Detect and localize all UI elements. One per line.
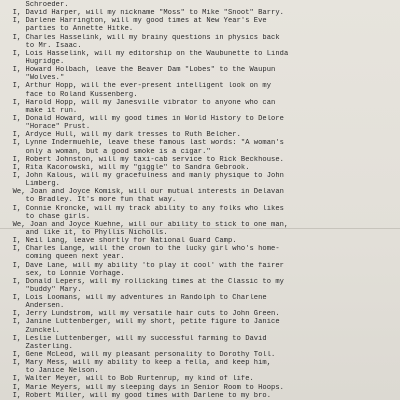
text-line: I, Charles Lange, will the crown to the lucky girl who's home- — [4, 245, 280, 254]
text-line: I, Lois Loomans, will my adventures in Randolph to Charlene — [4, 294, 267, 303]
text-line: Hugridge. — [4, 57, 65, 66]
text-line: I, David Harper, will my nickname "Moss" to Mike "Snoot" Barry. — [4, 9, 284, 18]
text-line: We, Joan and Joyce Kuehne, will our ability to stick to one man, — [4, 220, 289, 229]
text-line: I, Darlene Harrington, will my good times at New Year's Eve — [4, 17, 267, 26]
text-line: I, Harold Hopp, will my Janesville vibrator to anyone who can — [4, 98, 276, 107]
text-line: Andersen. — [4, 302, 65, 311]
text-line: to Bradley. It's more fun that way. — [4, 196, 177, 205]
text-line: to Janice Nelson. — [4, 367, 99, 376]
text-line: I, Mary Mess, will my ability to keep a fella, and keep him, — [4, 359, 272, 368]
text-line: Zasterling. — [4, 342, 73, 351]
text-line: We, Joan and Joyce Komisk, will our mutual interests in Delavan — [4, 188, 284, 197]
text-line: "Wolves." — [4, 74, 65, 83]
document-text — [4, 1, 396, 400]
text-line: coming queen next year. — [4, 253, 125, 262]
text-line: sex, to Lonnie Vorhage. — [4, 269, 125, 278]
text-line: Limberg. — [4, 180, 60, 189]
text-line: I, Rita Kacorowski, will my "giggle" to Sandra Gebrook. — [4, 163, 250, 172]
text-line: Zunckel. — [4, 326, 60, 335]
text-line: to Mr. Isaac. — [4, 41, 82, 50]
text-line: Schroeder. — [4, 1, 69, 9]
text-line: I, Marie Meyers, will my sleeping days in Senior Room to Hoops. — [4, 383, 284, 392]
text-line: I, Arthur Hopp, will the ever-present intelligent look on my — [4, 82, 272, 91]
text-line: I, Donald Howard, will my good times in World History to Delore — [4, 114, 284, 123]
text-line: I, Robert Johnston, will my taxi-cab service to Rick Beckhouse. — [4, 155, 284, 164]
text-line: I, Jerry Lundstrom, will my versatile hair cuts to John Green. — [4, 310, 280, 319]
text-line: I, Lynne Indermuehle, leave these famous last words: "A woman's — [4, 139, 284, 148]
text-line: I, Howard Holbach, leave the Beaver Dam "Lobes" to the Waupun — [4, 66, 276, 75]
text-line: I, Dave Lane, will my ability 'to play it cool' with the fairer — [4, 261, 284, 270]
text-line: I, Gene McLeod, will my pleasant personality to Dorothy Toll. — [4, 351, 276, 360]
text-line: parties to Annette Hitke. — [4, 25, 134, 34]
text-line: I, John Kalous, will my gracefulness and manly physique to John — [4, 171, 284, 180]
text-line: I, Leslie Luttenberger, will my successful farming to David — [4, 334, 267, 343]
text-line: "Horace" Prust. — [4, 123, 91, 132]
text-line: "buddy" Mary. — [4, 285, 82, 294]
text-line: make it run. — [4, 106, 78, 115]
text-line: I, Janine Luttenberger, will my short, petite figure to Janice — [4, 318, 280, 327]
text-line: I, Charles Hasselink, will my brainy questions in physics back — [4, 33, 280, 42]
text-line: I, Ardyce Hull, will my dark tresses to Ruth Belcher. — [4, 131, 241, 140]
text-line: only a woman, but a good smoke is a cigar." — [4, 147, 211, 156]
text-line: I, Robert Miller, will my good times with Darlene to my bro. — [4, 391, 272, 400]
text-line: I, Donald Lepers, will my rollicking times at the Classic to my — [4, 277, 284, 286]
text-line: to chase girls. — [4, 212, 91, 221]
text-line: and like it, to Phyllis Nicholls. — [4, 228, 168, 237]
text-line: I, Walter Meyer, will to Bob Rurtenrup, my kind of life. — [4, 375, 254, 384]
text-line: I, Neil Lang, leave shortly for National Guard Camp. — [4, 237, 237, 246]
text-line: face to Roland Kussenberg. — [4, 90, 138, 99]
text-line: I, Lois Hasselink, will my editorship on the Waubunette to Linda — [4, 49, 289, 58]
text-line: I, Connie Kroncke, will my track ability to any folks who likes — [4, 204, 284, 213]
